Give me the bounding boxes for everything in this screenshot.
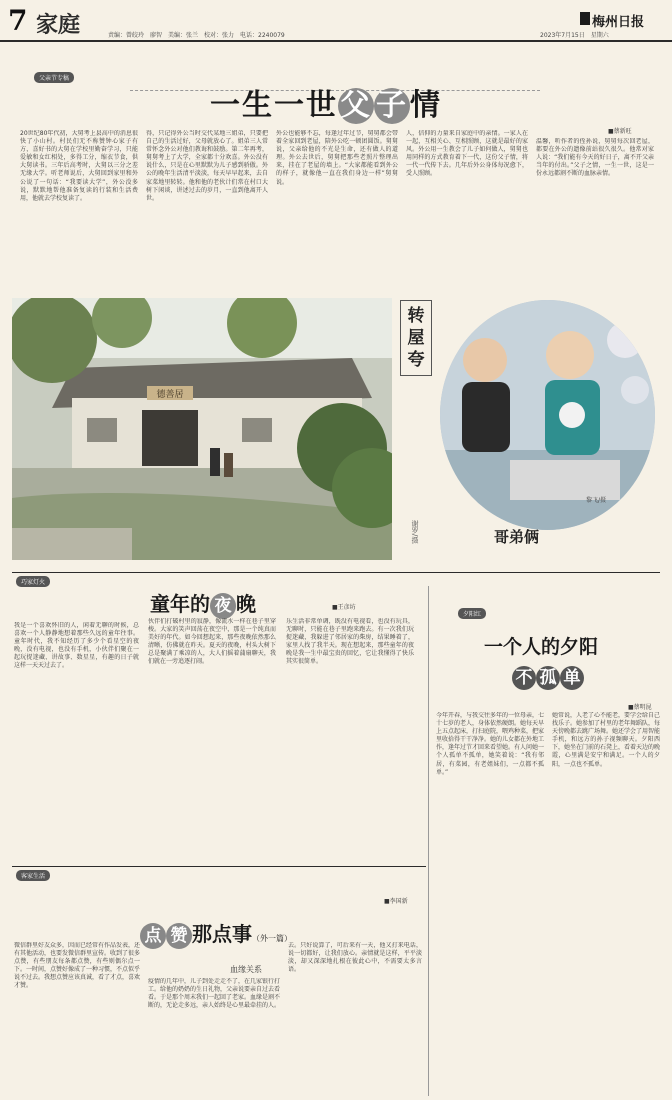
gate-plaque-text: 德善居 <box>156 390 184 400</box>
section-divider-2 <box>12 866 426 867</box>
article2-col2: 伙伴们打破村里的寂静，像流水一样在巷子里穿梭。大家的笑声回荡在夜空中，那是一个纯真而美好的年代。如今回想起来，那些夜晚依然那么清晰，仿佛就在昨天。夏天的夜晚，村头大树下总是聚满了乘凉的人，大人们摇着蒲扇聊天，我们就在一旁追逐打闹。 <box>148 618 276 666</box>
article4-col1: 微信群里好友众多，因而已经常有作品发表，还有其他活动，也要发微信群里宣传。收到了很多点赞，有些朋友每条都点赞，有些则偶尔点一下。一时间，点赞好像成了一种习惯，不点似乎说不过去。我想点赞应该真诚，看了才点，喜欢才赞。 <box>14 942 140 990</box>
village-house-photo <box>12 298 392 560</box>
photo-credit: 谢罗/摄 <box>411 520 419 544</box>
article3-col1: 今年开春，与我交往多年的一位母亲，七十七岁的老人，身体依然硬朗。她每天早上五点起床，打扫庭院，喂鸡种菜，把家里收拾得干干净净。她的儿女都在外地工作，逢年过节才回来看望她。有人问她一个人孤单不孤单，她笑着说：“我有邻居，有菜园，有老姐妹们，一点都不孤单。” <box>436 712 544 776</box>
article1-title: 一生一世父 子情 <box>210 88 442 123</box>
article1-col4: 人，信仰的力量来自家庭中的亲情。一家人在一起，互相关心、互相照顾，这就是最好的家风。外公用一生教会了儿子如何做人，舅舅也用同样的方式教育着下一代，这份父子情，将一代一代传下去。几年后外公身体每况愈下，受人照顾。 <box>406 130 528 178</box>
section-tag-2: 巧家灯火 <box>16 576 50 587</box>
section-tag-1: 父亲节专稿 <box>34 72 74 83</box>
section-name: 家庭 <box>36 12 81 38</box>
article4-author: ■李国新 <box>384 898 408 905</box>
article2-col1: 我是一个喜欢怀旧的人，闲着无聊的时候，总喜欢一个人静静地想着那些久远的童年往事。童年时代，我不知经历了多少个看星空的夜晚，没有电视，也没有手机，小伙伴们聚在一起玩捉迷藏、讲故事、数星星，有趣的日子就这样一天天过去了。 <box>14 622 139 670</box>
editor-credits: 责编：曾皎玲 廖智 美编：张兰 校对：张力 电话：2240079 <box>108 32 285 39</box>
newspaper-brand: 梅州日报 <box>592 15 645 30</box>
page-number: 7 <box>8 4 28 37</box>
article1-col1: 20世纪80年代初，大舅考上县高中的消息很快了小山村。村民们无不称赞钟心家子有方，喜好书的大舅在学校里勤奋学习，只能爱敏和女红相处，多得工分，缩衣节食，供大舅读书。三年后高考时，大舅以三分之差无缘大学。听老师说后，大舅回到家里和外公说了一句话：“我要读大学”，外公没多说，默默地帮他准备复读的行装和生活费用，他就去学校复读了。 <box>20 130 138 202</box>
section-divider <box>12 572 660 573</box>
article3-subtitle: 不 孤 单 <box>512 666 584 690</box>
photo-side-title: 转屋夸 <box>400 300 432 376</box>
article1-author: ■蔡新旺 <box>608 128 632 135</box>
article3-col2: 她常说，人老了心不能老，要学会给自己找乐子。她参加了村里的老年舞蹈队，每天傍晚都去跳广场舞。她还学会了用智能手机，和远方的孙子视频聊天。夕阳西下，她坐在门前的石凳上，看着天边的晚霞，心里满是安宁和满足。一个人的夕阳，一点也不孤单。 <box>552 712 660 768</box>
article1-col5: 温馨，听作者的侄孙说，舅舅每次回老屋，都要在外公的遗像前站很久很久。他常对家人说：“我们能有今天的好日子，离不开父亲当年的付出。”父子之情，一生一世，这是一份永远都割不断的血脉亲情。 <box>536 138 654 178</box>
kids-photo-credit: 黎飞/摄 <box>586 497 607 504</box>
article4-subheading: 血缘关系 <box>230 965 262 974</box>
article3-author: ■蔡明昆 <box>628 704 652 711</box>
section-tag-4: 客家生活 <box>16 870 50 881</box>
article2-col3: 乐生活非常单调，既没有电视看，也没有玩具，无聊时，只能在巷子里跑来跑去。有一次我们玩捉迷藏，我躲进了邻居家的柴房，结果睡着了，家里人找了我半天。现在想起来，那些童年的夜晚是我一生中最宝贵的回忆，它让我懂得了快乐其实很简单。 <box>286 618 414 666</box>
article2-author: ■王彦坊 <box>332 604 356 611</box>
article3-title: 一个人的夕阳 <box>484 636 599 658</box>
article4-col3: 去。只好说算了，可后来有一天，他又打来电话，说一切都好，让我们放心。亲情就是这样，平平淡淡，却又深深地扎根在彼此心中，不需要太多言语。 <box>288 942 422 974</box>
article4-title: 点 赞 那点事（外一篇） <box>140 918 292 949</box>
article4-col2: 疫情的几年中，儿子到处走走不了，在几家银行打工。给他的奶奶的生日礼物，父亲说要亲自过去看看。于是那个周末我们一起回了老家。血缘是割不断的，无论走多远，亲人始终是心里最牵挂的人。 <box>148 978 280 1010</box>
brothers-photo <box>440 300 655 530</box>
article2-title: 童年的 夜 晚 <box>150 588 256 619</box>
article1-col2: 得，只记得外公当时交代某地三姐弟，只要把自己的生活过好，父母就放心了。姐弟三人常常怀念外公对他们教诲和鼓励。第二年再考，舅舅考上了大学，全家都十分欢喜。外公没有说什么，只是在心里默默为儿子感到骄傲。外公的晚年生活清平淡淡，每天早早起来，去自家菜地里转转。他和他的老伙计们常在村口大树下闲谈，讲述过去的岁月，一直到他离开人世。 <box>146 130 268 202</box>
dateline: 2023年7月15日 星期六 <box>540 32 609 39</box>
section-tag-3: 夕阳红 <box>458 608 486 619</box>
newspaper-logo-icon <box>580 12 590 25</box>
column-divider <box>428 586 429 1096</box>
kids-photo-caption: 哥弟俩 <box>494 528 540 546</box>
article1-col3: 外公也能够不忘，每逢过年过节，舅舅都会带着全家回到老屋，陪外公吃一顿团圆饭。舅舅说，父亲给他的不光是生命，还有做人的道理。外公去世后，舅舅把那些老照片整理出来，挂在了老屋的墙上。“大家都能看到外公的样子，就像他一直在我们身边一样”舅舅说。 <box>276 130 398 186</box>
